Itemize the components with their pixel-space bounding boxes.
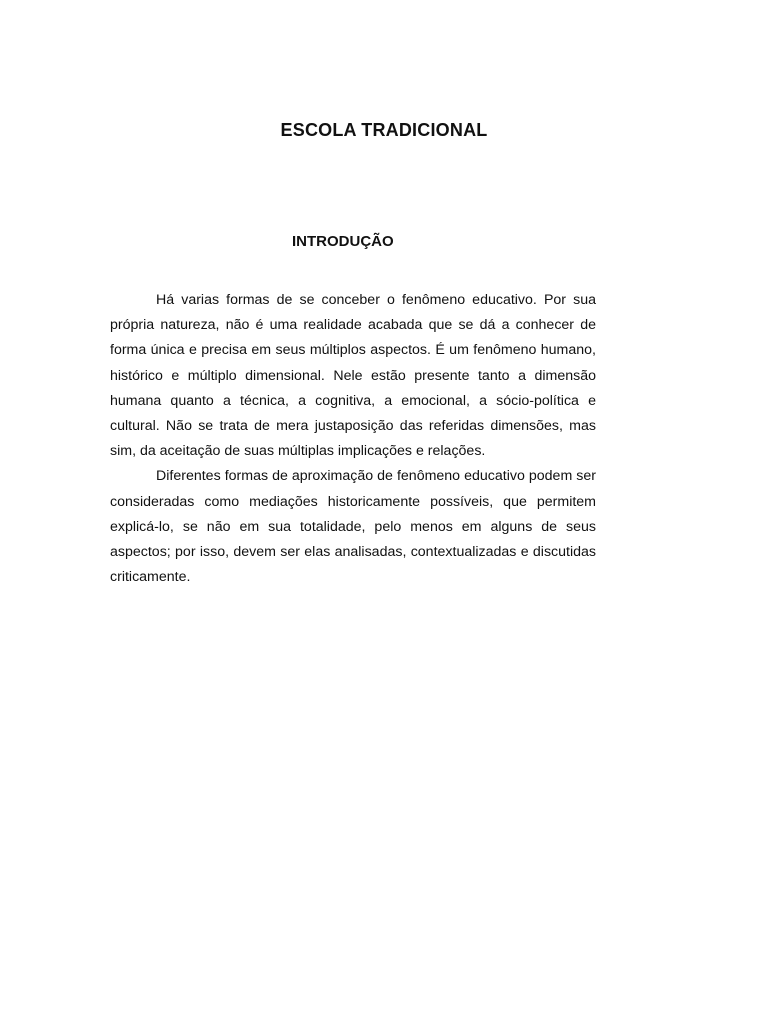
body-text xyxy=(110,288,596,590)
paragraph: Há varias formas de se conceber o fenômeno educativo. Por sua própria natureza, não é uma realidade acabada que se dá a conhecer de forma única e precisa em seus múltiplos aspectos. É um fenômeno humano, histórico e múltiplo dimensional. Nele estão presente tanto a dimensão humana quanto a técnica, a cognitiva, a emocional, a sócio-política e cultural. Não se trata de mera justaposição das referidas dimensões, mas sim, da aceitação de suas múltiplas implicações e relações. xyxy=(110,292,596,460)
document-title: ESCOLA TRADICIONAL xyxy=(280,120,488,140)
paragraph: Diferentes formas de aproximação de fenômeno educativo podem ser consideradas como mediações historicamente possíveis, que permitem explicá-lo, se não em sua totalidade, pelo menos em alguns de seus aspectos; por isso, devem ser elas analisadas, contextualizadas e discutidas criticamente. xyxy=(110,468,596,586)
section-heading-introducao: INTRODUÇÃO xyxy=(292,233,394,250)
